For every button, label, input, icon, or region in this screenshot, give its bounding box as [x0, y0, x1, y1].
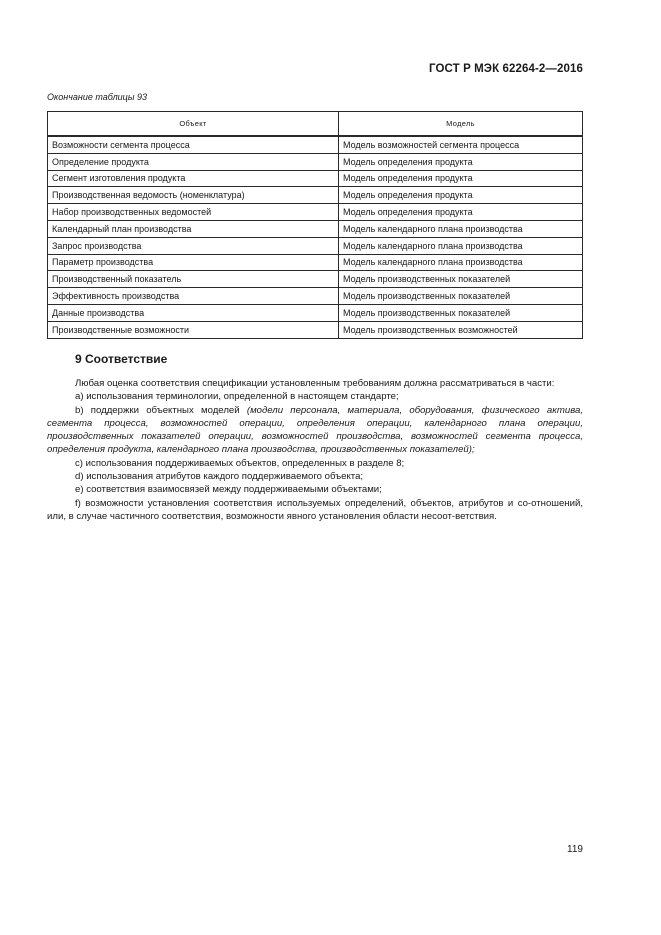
- table-row: [48, 304, 583, 321]
- table-cell-model: Модель определения продукта: [339, 187, 583, 204]
- table-cell-model: Модель определения продукта: [339, 204, 583, 221]
- table-cell-object: Календарный план производства: [48, 220, 339, 237]
- table-cell-model: Модель календарного плана производства: [339, 220, 583, 237]
- table-cell-object: Данные производства: [48, 304, 339, 321]
- table-header-row: [48, 112, 583, 137]
- section-intro: Любая оценка соответствия спецификации установленным требованиям должна рассматриваться в части:: [75, 378, 555, 389]
- table-cell-object: Параметр производства: [48, 254, 339, 271]
- table-cell-object: Производственные возможности: [48, 321, 339, 338]
- table-cell-model: Модель производственных возможностей: [339, 321, 583, 338]
- document-header-standard: ГОСТ Р МЭК 62264-2—2016: [429, 63, 583, 75]
- table-cell-model: Модель определения продукта: [339, 153, 583, 170]
- list-item-e: е) соответствия взаимосвязей между поддерживаемыми объектами;: [75, 484, 382, 496]
- table-cell-object: Эффективность производства: [48, 288, 339, 305]
- table-row: [48, 204, 583, 221]
- table-row: [48, 153, 583, 170]
- table-body: [48, 136, 583, 338]
- table-cell-model: Модель производственных показателей: [339, 271, 583, 288]
- column-header-object: Объект: [48, 112, 339, 137]
- table-row: [48, 136, 583, 153]
- table-row: [48, 288, 583, 305]
- list-item-a: а) использования терминологии, определенной в настоящем стандарте;: [75, 391, 399, 403]
- list-item-b-prefix: b) поддержки объектных моделей: [75, 404, 247, 416]
- section-body: [47, 377, 583, 523]
- list-item-b-models: (модели персонала, материала, оборудования, физического актива, сегмента процесса, возможностей операции, определения операции, календарного плана операции, производственных показателей операции, возможностей производства, возможностей сегмента процесса, определения продукта, календарного плана производства, производственных показателей);: [47, 404, 583, 456]
- table-cell-object: Набор производственных ведомостей: [48, 204, 339, 221]
- table-cell-object: Запрос производства: [48, 237, 339, 254]
- table-cell-object: Определение продукта: [48, 153, 339, 170]
- table-cell-model: Модель производственных показателей: [339, 304, 583, 321]
- table-cell-model: Модель производственных показателей: [339, 288, 583, 305]
- table-row: [48, 271, 583, 288]
- table-cell-model: Модель календарного плана производства: [339, 254, 583, 271]
- table-row: [48, 170, 583, 187]
- table-cell-model: Модель определения продукта: [339, 170, 583, 187]
- table-caption: Окончание таблицы 93: [47, 92, 147, 102]
- objects-models-table: [47, 111, 583, 339]
- table-cell-model: Модель возможностей сегмента процесса: [339, 136, 583, 153]
- table-cell-object: Производственная ведомость (номенклатура): [48, 187, 339, 204]
- table-cell-object: Сегмент изготовления продукта: [48, 170, 339, 187]
- list-item-d: d) использования атрибутов каждого поддерживаемого объекта;: [75, 471, 364, 483]
- table-cell-object: Возможности сегмента процесса: [48, 136, 339, 153]
- table-cell-object: Производственный показатель: [48, 271, 339, 288]
- table-row: [48, 220, 583, 237]
- page-number: 119: [567, 844, 583, 855]
- column-header-model: Модель: [339, 112, 583, 137]
- section-title: 9 Соответствие: [75, 352, 168, 366]
- table-row: [48, 321, 583, 338]
- table-row: [48, 187, 583, 204]
- list-item-c: с) использования поддерживаемых объектов, определенных в разделе 8;: [75, 457, 405, 469]
- table-row: [48, 237, 583, 254]
- list-item-b: [47, 404, 583, 457]
- table-cell-model: Модель календарного плана производства: [339, 237, 583, 254]
- list-item-f: f) возможности установления соответствия используемых определений, объектов, атрибутов и со-отношений, или, в случае частичного соответствия, возможности явного установления области несоот-ветствия.: [47, 497, 583, 522]
- table-row: [48, 254, 583, 271]
